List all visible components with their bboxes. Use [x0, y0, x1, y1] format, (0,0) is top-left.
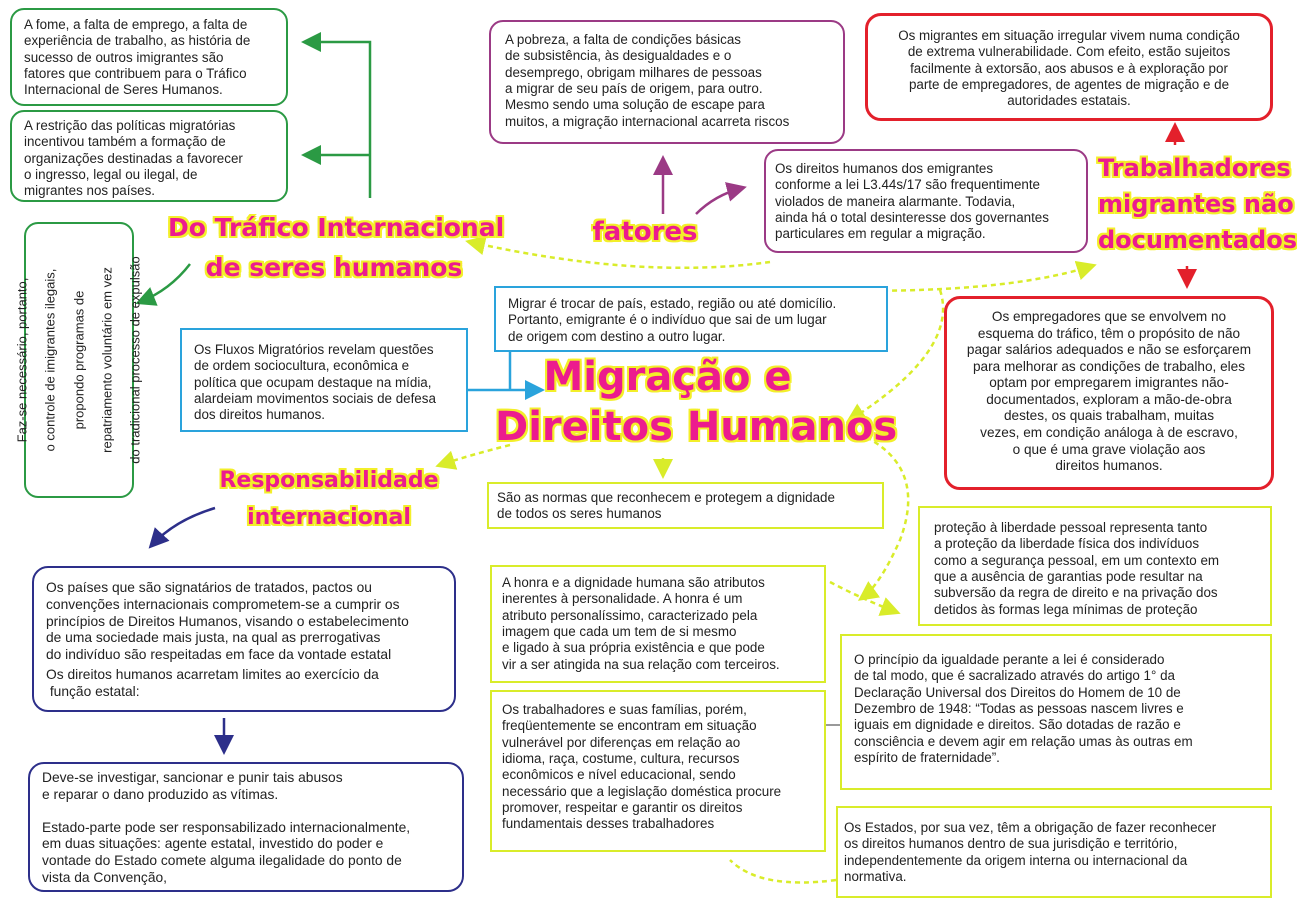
honra-line: atributo personalíssimo, caracterizado pela: [502, 607, 758, 623]
fluxos-box: [180, 328, 468, 432]
direitos-emigrantes-line: conforme a lei L3.44s/17 são frequentimente: [775, 177, 1041, 193]
fatores-title: [590, 216, 700, 249]
restricao-line: A restrição das políticas migratórias: [24, 118, 236, 133]
empregadores-line: o que é uma grave violação aos: [1012, 441, 1206, 457]
honra-box: [490, 565, 826, 683]
restricao-line: o ingresso, legal ou ilegal, de: [24, 167, 198, 183]
responsabilidade-title: [218, 462, 440, 537]
direitos-emigrantes-box: [764, 149, 1088, 253]
paises-line: de uma sociedade mais justa, na qual as prerrogativas: [46, 630, 381, 646]
empregadores-line: documentados, exploram a mão-de-obra: [986, 391, 1232, 407]
igualdade-line: iguais em dignidade e direitos. São dotadas de razão e: [854, 717, 1181, 733]
paises-line: Os países que são signatários de tratados, pactos ou: [46, 580, 372, 595]
liberdade-line: proteção à liberdade pessoal representa tanto: [934, 520, 1208, 535]
trabalhadores-familias-line: freqüentemente se encontram em situação: [502, 718, 757, 734]
paises-line: princípios de Direitos Humanos, visando o estabelecimento: [46, 613, 409, 629]
arrow-responsabilidade-to-paises: [152, 508, 215, 545]
irregular-line: facilmente à extorsão, aos abusos e à exploração por: [910, 60, 1228, 76]
estados-box: [836, 806, 1272, 898]
empregadores-line: destes, os quais trabalham, muitas: [1003, 408, 1215, 424]
restricao-line: migrantes nos países.: [24, 183, 155, 199]
liberdade-line: como a segurança pessoal, em um contexto em: [934, 552, 1220, 568]
trafico-title: [168, 208, 505, 288]
direitos-emigrantes-line: ainda há o total desinteresse dos governantes: [775, 210, 1049, 226]
fluxos-line: dos direitos humanos.: [194, 407, 326, 423]
paises-paragraph: [46, 580, 442, 664]
irregular-line: parte de empregadores, de agentes de migração e de: [908, 77, 1230, 93]
paises-line: convenções internacionais comprometem-se a cumprir os: [46, 596, 400, 612]
trabalhadores-familias-line: econômicos e nível educacional, sendo: [502, 767, 736, 783]
responsabilidade-title-line2: internacional: [247, 505, 411, 531]
estado-parte-line: Estado-parte pode ser responsabilizado internacionalmente,: [42, 819, 411, 835]
center-title-line1: Migração e: [543, 354, 792, 400]
fome-line: sucesso de outros imigrantes são: [24, 49, 224, 65]
honra-line: inerentes à personalidade. A honra é um: [502, 591, 743, 607]
normas-box: [487, 482, 884, 529]
fome-box: [10, 8, 288, 106]
trabalhadores-title: [1098, 150, 1297, 258]
center-title-line2: Direitos Humanos: [495, 404, 898, 450]
fome-line: A fome, a falta de emprego, a falta de: [24, 17, 248, 32]
liberdade-box: [918, 506, 1272, 626]
honra-line: vir a ser atingida na sua relação com terceiros.: [502, 656, 780, 672]
direitos-emigrantes-line: violados de maneira alarmante. Todavia,: [775, 193, 1016, 209]
estados-line: Os Estados, por sua vez, têm a obrigação de fazer reconhecer: [844, 820, 1217, 835]
fome-line: experiência de trabalho, as história de: [24, 33, 251, 49]
repatriamento-line: Faz-se necessário, portanto,: [14, 277, 30, 443]
trabalhadores-familias-line: promover, respeitar e garantir os direitos: [502, 800, 743, 816]
migrar-line: Migrar é trocar de país, estado, região ou até domicílio.: [508, 296, 837, 311]
pobreza-box: [489, 20, 845, 144]
trabalhadores-familias-line: fundamentais desses trabalhadores: [502, 816, 715, 832]
estados-line: normativa.: [844, 869, 907, 885]
empregadores-line: optam por empregarem imigrantes não-: [989, 375, 1229, 391]
empregadores-line: vezes, em condição análoga à de escravo,: [980, 425, 1238, 441]
estado-parte-line: vista da Convenção,: [42, 870, 168, 886]
liberdade-line: detidos às formas lega mínimas de proteção: [934, 601, 1198, 617]
investigar-line: Deve-se investigar, sancionar e punir tais abusos: [42, 770, 343, 785]
igualdade-line: de tal modo, que é sacralizado através do artigo 1° da: [854, 668, 1175, 684]
repatriamento-line: repatriamento voluntário em vez: [99, 267, 115, 453]
migrar-line: de origem com destino a outro lugar.: [508, 328, 726, 344]
repatriamento-box: [14, 222, 143, 498]
trabalhadores-title-line2: migrantes não: [1098, 190, 1294, 218]
investigar-line: e reparar o dano produzido as vítimas.: [42, 786, 279, 802]
irregular-box: [865, 13, 1273, 121]
empregadores-line: esquema do tráfico, têm o propósito de não: [977, 325, 1241, 341]
trabalhadores-familias-line: Os trabalhadores e suas famílias, porém,: [502, 702, 747, 717]
honra-line: imagem que cada um tem de si mesmo: [502, 624, 737, 640]
pobreza-line: a migrar de seu país de origem, para outro.: [505, 81, 763, 97]
igualdade-box: [840, 634, 1272, 790]
migrar-box: [494, 286, 888, 352]
trabalhadores-title-line1: Trabalhadores: [1098, 154, 1291, 182]
investigar-box: [28, 762, 464, 892]
migrar-line: Portanto, emigrante é o indivíduo que sai de um lugar: [508, 312, 827, 328]
restricao-line: organizações destinadas a favorecer: [24, 150, 243, 166]
paises-box: [32, 566, 456, 712]
fluxos-line: alardeiam movimentos sociais de defesa: [194, 391, 436, 407]
igualdade-line: consciência e devem agir em relação umas às outras em: [854, 733, 1193, 749]
normas-line: de todos os seres humanos: [497, 506, 662, 522]
repatriamento-line: do tradicional processo de expulsão: [127, 256, 143, 464]
fluxos-line: política que ocupam destaque na mídia,: [194, 374, 432, 390]
repatriamento-line: o controle de imigrantes ilegais,: [43, 268, 59, 452]
fatores-title-text: fatores: [592, 217, 698, 247]
honra-line: A honra e a dignidade humana são atributos: [502, 575, 765, 590]
pobreza-line: Mesmo sendo uma solução de escape para: [505, 97, 765, 113]
pobreza-line: A pobreza, a falta de condições básicas: [505, 32, 741, 47]
fome-line: fatores que contribuem para o Tráfico: [24, 66, 247, 82]
igualdade-line: Declaração Universal dos Direitos do Homem de 10 de: [854, 684, 1181, 700]
fluxos-line: Os Fluxos Migratórios revelam questões: [194, 342, 434, 357]
estado-parte-line: em duas situações: agente estatal, investido do poder e: [42, 836, 384, 852]
irregular-line: Os migrantes em situação irregular vivem numa condição: [898, 28, 1240, 43]
arrow-fatores-to-direitos: [696, 188, 742, 214]
fluxos-line: de ordem sociocultura, econômica e: [194, 358, 410, 374]
irregular-line: autoridades estatais.: [1007, 93, 1131, 109]
empregadores-box: [944, 296, 1274, 490]
direitos-emigrantes-line: particulares em regular a migração.: [775, 226, 986, 242]
repatriamento-line: propondo programas de: [71, 290, 87, 430]
igualdade-line: O princípio da igualdade perante a lei é considerado: [854, 652, 1165, 667]
trafico-title-line2: de seres humanos: [205, 253, 463, 282]
igualdade-line: espírito de fraternidade”.: [854, 750, 1000, 766]
normas-line: São as normas que reconhecem e protegem a dignidade: [497, 490, 835, 505]
estados-line: independentemente da origem interna ou internacional da: [844, 852, 1188, 868]
empregadores-line: pagar salários adequados e não se esforçarem: [966, 342, 1252, 358]
line-estados-to-normas: [730, 860, 836, 883]
estados-line: os direitos humanos dentro de sua jurisdição e território,: [844, 836, 1178, 852]
empregadores-line: Os empregadores que se envolvem no: [991, 309, 1227, 324]
pobreza-line: desemprego, obrigam milhares de pessoas: [505, 64, 762, 80]
fome-line: Internacional de Seres Humanos.: [24, 82, 223, 98]
restricao-line: incentivou também a formação de: [24, 134, 226, 150]
trabalhadores-familias-line: necessário que a legislação doméstica procure: [502, 783, 782, 799]
estado-parte-line: vontade do Estado comete alguma ilegalidade do ponto de: [42, 853, 402, 869]
paises-extra-line: Os direitos humanos acarretam limites ao exercício da: [46, 667, 379, 683]
trabalhadores-familias-line: idioma, raça, costume, cultura, recursos: [502, 751, 740, 767]
paises-extra-line: função estatal:: [46, 683, 140, 699]
restricao-box: [10, 110, 288, 202]
irregular-line: de extrema vulnerabilidade. Com efeito, estão sujeitos: [907, 44, 1231, 60]
honra-line: e ligado à sua própria existência e que pode: [502, 640, 765, 656]
center-title: [495, 352, 898, 452]
liberdade-line: que a ausência de garantias pode resultar na: [934, 569, 1203, 585]
trabalhadores-familias-line: vulnerável por diferenças em relação ao: [502, 734, 741, 750]
igualdade-line: Dezembro de 1948: “Todas as pessoas nascem livres e: [854, 701, 1184, 717]
trabalhadores-title-line3: documentados: [1098, 226, 1297, 254]
liberdade-line: subversão da regra de direito e na privação dos: [934, 585, 1218, 601]
trafico-title-line1: Do Tráfico Internacional: [168, 213, 505, 242]
empregadores-line: para melhorar as condições de trabalho, eles: [972, 358, 1246, 374]
paises-line: do indivíduo são respeitadas em face da vontade estatal: [46, 647, 392, 663]
arrow-trafico-to-fome: [306, 42, 370, 198]
direitos-emigrantes-line: Os direitos humanos dos emigrantes: [775, 161, 994, 176]
arrow-honra-to-liberdade: [830, 582, 896, 612]
empregadores-line: direitos humanos.: [1055, 458, 1163, 474]
liberdade-line: a proteção da liberdade física dos indivíduos: [934, 536, 1200, 552]
trabalhadores-familias-box: [490, 690, 826, 852]
pobreza-line: de subsistência, às desigualdades e o: [505, 48, 732, 64]
responsabilidade-title-line1: Responsabilidade: [219, 468, 439, 493]
pobreza-line: muitos, a migração internacional acarreta riscos: [505, 113, 790, 129]
